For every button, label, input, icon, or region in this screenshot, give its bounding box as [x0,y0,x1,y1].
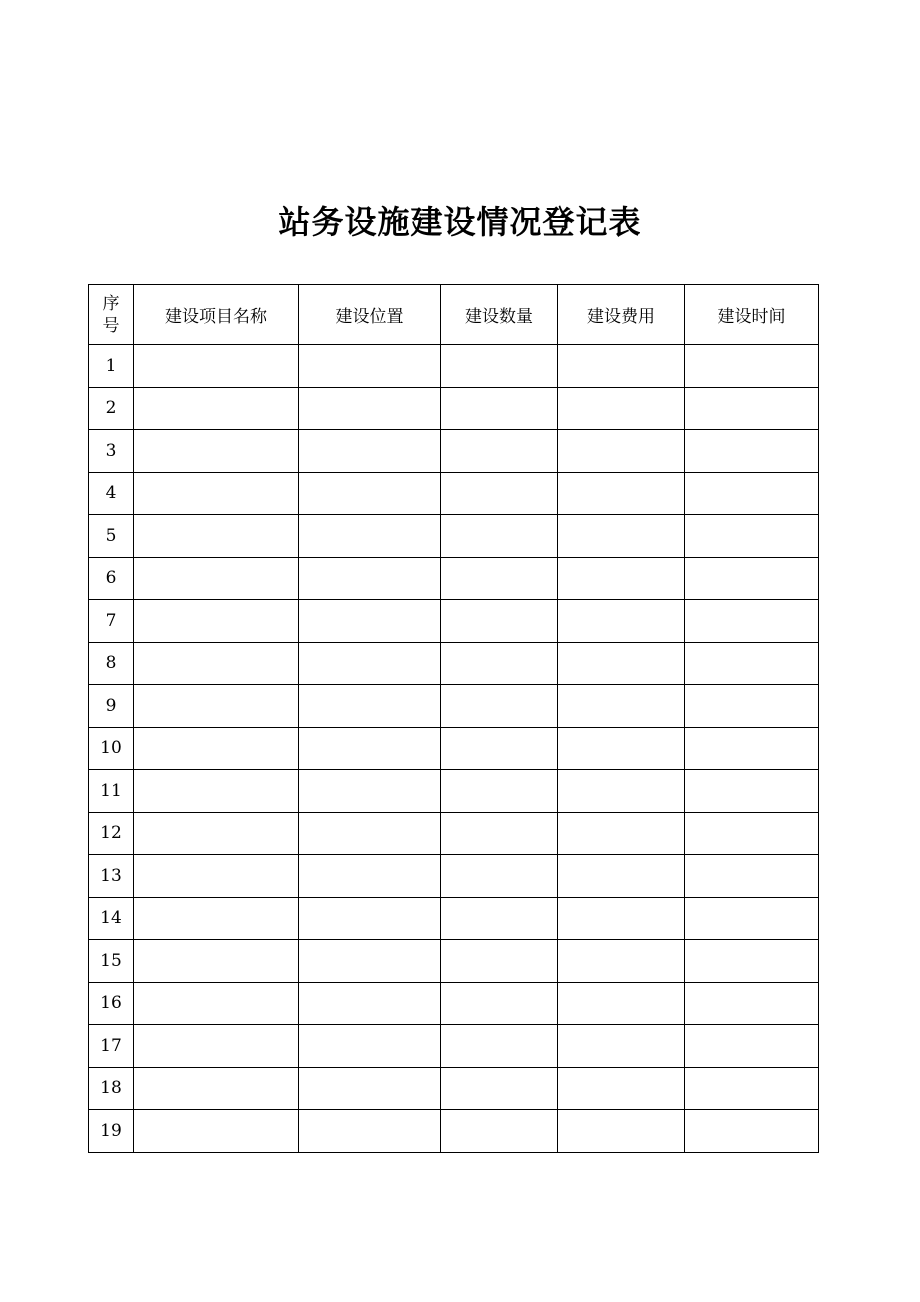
time-cell[interactable] [685,1067,819,1110]
row-seq-cell: 6 [89,557,134,600]
row-seq-cell: 11 [89,770,134,813]
project-name-cell[interactable] [134,430,299,473]
location-cell[interactable] [299,600,441,643]
table-row [89,345,819,388]
quantity-cell[interactable] [441,982,558,1025]
row-seq-cell: 12 [89,812,134,855]
location-cell[interactable] [299,727,441,770]
quantity-cell[interactable] [441,685,558,728]
project-name-cell[interactable] [134,642,299,685]
cost-cell[interactable] [558,557,685,600]
time-cell[interactable] [685,982,819,1025]
quantity-cell[interactable] [441,1067,558,1110]
header-quantity: 建设数量 [441,285,558,345]
row-seq-cell: 5 [89,515,134,558]
project-name-cell[interactable] [134,812,299,855]
quantity-cell[interactable] [441,770,558,813]
cost-cell[interactable] [558,897,685,940]
row-seq-cell: 18 [89,1067,134,1110]
row-seq-cell: 1 [89,345,134,388]
cost-cell[interactable] [558,1110,685,1153]
table-row [89,600,819,643]
project-name-cell[interactable] [134,897,299,940]
location-cell[interactable] [299,472,441,515]
location-cell[interactable] [299,812,441,855]
time-cell[interactable] [685,727,819,770]
project-name-cell[interactable] [134,387,299,430]
project-name-cell[interactable] [134,1025,299,1068]
quantity-cell[interactable] [441,345,558,388]
table-row [89,727,819,770]
project-name-cell[interactable] [134,855,299,898]
location-cell[interactable] [299,557,441,600]
location-cell[interactable] [299,685,441,728]
header-time: 建设时间 [685,285,819,345]
cost-cell[interactable] [558,1025,685,1068]
quantity-cell[interactable] [441,600,558,643]
row-seq-cell: 7 [89,600,134,643]
table-row [89,770,819,813]
time-cell[interactable] [685,642,819,685]
project-name-cell[interactable] [134,982,299,1025]
table-row [89,515,819,558]
table-row [89,685,819,728]
cost-cell[interactable] [558,770,685,813]
project-name-cell[interactable] [134,940,299,983]
quantity-cell[interactable] [441,940,558,983]
cost-cell[interactable] [558,812,685,855]
quantity-cell[interactable] [441,1025,558,1068]
project-name-cell[interactable] [134,1067,299,1110]
location-cell[interactable] [299,770,441,813]
project-name-cell[interactable] [134,557,299,600]
row-seq-cell: 16 [89,982,134,1025]
project-name-cell[interactable] [134,1110,299,1153]
table-row [89,557,819,600]
header-seq [89,285,134,345]
header-seq-line2: 号 [102,315,120,336]
cost-cell[interactable] [558,685,685,728]
cost-cell[interactable] [558,727,685,770]
table-row [89,472,819,515]
quantity-cell[interactable] [441,430,558,473]
time-cell[interactable] [685,812,819,855]
time-cell[interactable] [685,600,819,643]
header-project-name: 建设项目名称 [134,285,299,345]
time-cell[interactable] [685,855,819,898]
table-row [89,430,819,473]
cost-cell[interactable] [558,642,685,685]
cost-cell[interactable] [558,600,685,643]
project-name-cell[interactable] [134,770,299,813]
row-seq-cell: 4 [89,472,134,515]
location-cell[interactable] [299,897,441,940]
cost-cell[interactable] [558,1067,685,1110]
quantity-cell[interactable] [441,812,558,855]
cost-cell[interactable] [558,982,685,1025]
project-name-cell[interactable] [134,345,299,388]
table-row [89,642,819,685]
registration-table [88,284,819,1153]
time-cell[interactable] [685,770,819,813]
cost-cell[interactable] [558,515,685,558]
cost-cell[interactable] [558,855,685,898]
location-cell[interactable] [299,387,441,430]
time-cell[interactable] [685,345,819,388]
table-row [89,940,819,983]
project-name-cell[interactable] [134,515,299,558]
quantity-cell[interactable] [441,855,558,898]
row-seq-cell: 2 [89,387,134,430]
location-cell[interactable] [299,982,441,1025]
cost-cell[interactable] [558,430,685,473]
project-name-cell[interactable] [134,600,299,643]
quantity-cell[interactable] [441,472,558,515]
time-cell[interactable] [685,387,819,430]
quantity-cell[interactable] [441,727,558,770]
table-row [89,387,819,430]
table-body [89,345,819,1153]
quantity-cell[interactable] [441,642,558,685]
time-cell[interactable] [685,557,819,600]
location-cell[interactable] [299,1110,441,1153]
project-name-cell[interactable] [134,685,299,728]
location-cell[interactable] [299,642,441,685]
location-cell[interactable] [299,345,441,388]
row-seq-cell: 17 [89,1025,134,1068]
location-cell[interactable] [299,1025,441,1068]
cost-cell[interactable] [558,345,685,388]
row-seq-cell: 9 [89,685,134,728]
row-seq-cell: 10 [89,727,134,770]
location-cell[interactable] [299,940,441,983]
table-row [89,1110,819,1153]
table-header-row [89,285,819,345]
header-seq-line1: 序 [102,293,120,314]
row-seq-cell: 19 [89,1110,134,1153]
time-cell[interactable] [685,1110,819,1153]
row-seq-cell: 8 [89,642,134,685]
cost-cell[interactable] [558,472,685,515]
table-row [89,897,819,940]
quantity-cell[interactable] [441,897,558,940]
location-cell[interactable] [299,430,441,473]
location-cell[interactable] [299,855,441,898]
project-name-cell[interactable] [134,472,299,515]
time-cell[interactable] [685,515,819,558]
quantity-cell[interactable] [441,557,558,600]
table-row [89,982,819,1025]
table-row [89,1025,819,1068]
row-seq-cell: 15 [89,940,134,983]
row-seq-cell: 3 [89,430,134,473]
quantity-cell[interactable] [441,1110,558,1153]
table-row [89,812,819,855]
row-seq-cell: 14 [89,897,134,940]
project-name-cell[interactable] [134,727,299,770]
header-location: 建设位置 [299,285,441,345]
cost-cell[interactable] [558,387,685,430]
location-cell[interactable] [299,1067,441,1110]
time-cell[interactable] [685,472,819,515]
row-seq-cell: 13 [89,855,134,898]
time-cell[interactable] [685,940,819,983]
time-cell[interactable] [685,430,819,473]
time-cell[interactable] [685,685,819,728]
header-cost: 建设费用 [558,285,685,345]
quantity-cell[interactable] [441,387,558,430]
table-row [89,855,819,898]
page-title: 站务设施建设情况登记表 [278,203,642,241]
location-cell[interactable] [299,515,441,558]
table-row [89,1067,819,1110]
quantity-cell[interactable] [441,515,558,558]
time-cell[interactable] [685,1025,819,1068]
time-cell[interactable] [685,897,819,940]
cost-cell[interactable] [558,940,685,983]
